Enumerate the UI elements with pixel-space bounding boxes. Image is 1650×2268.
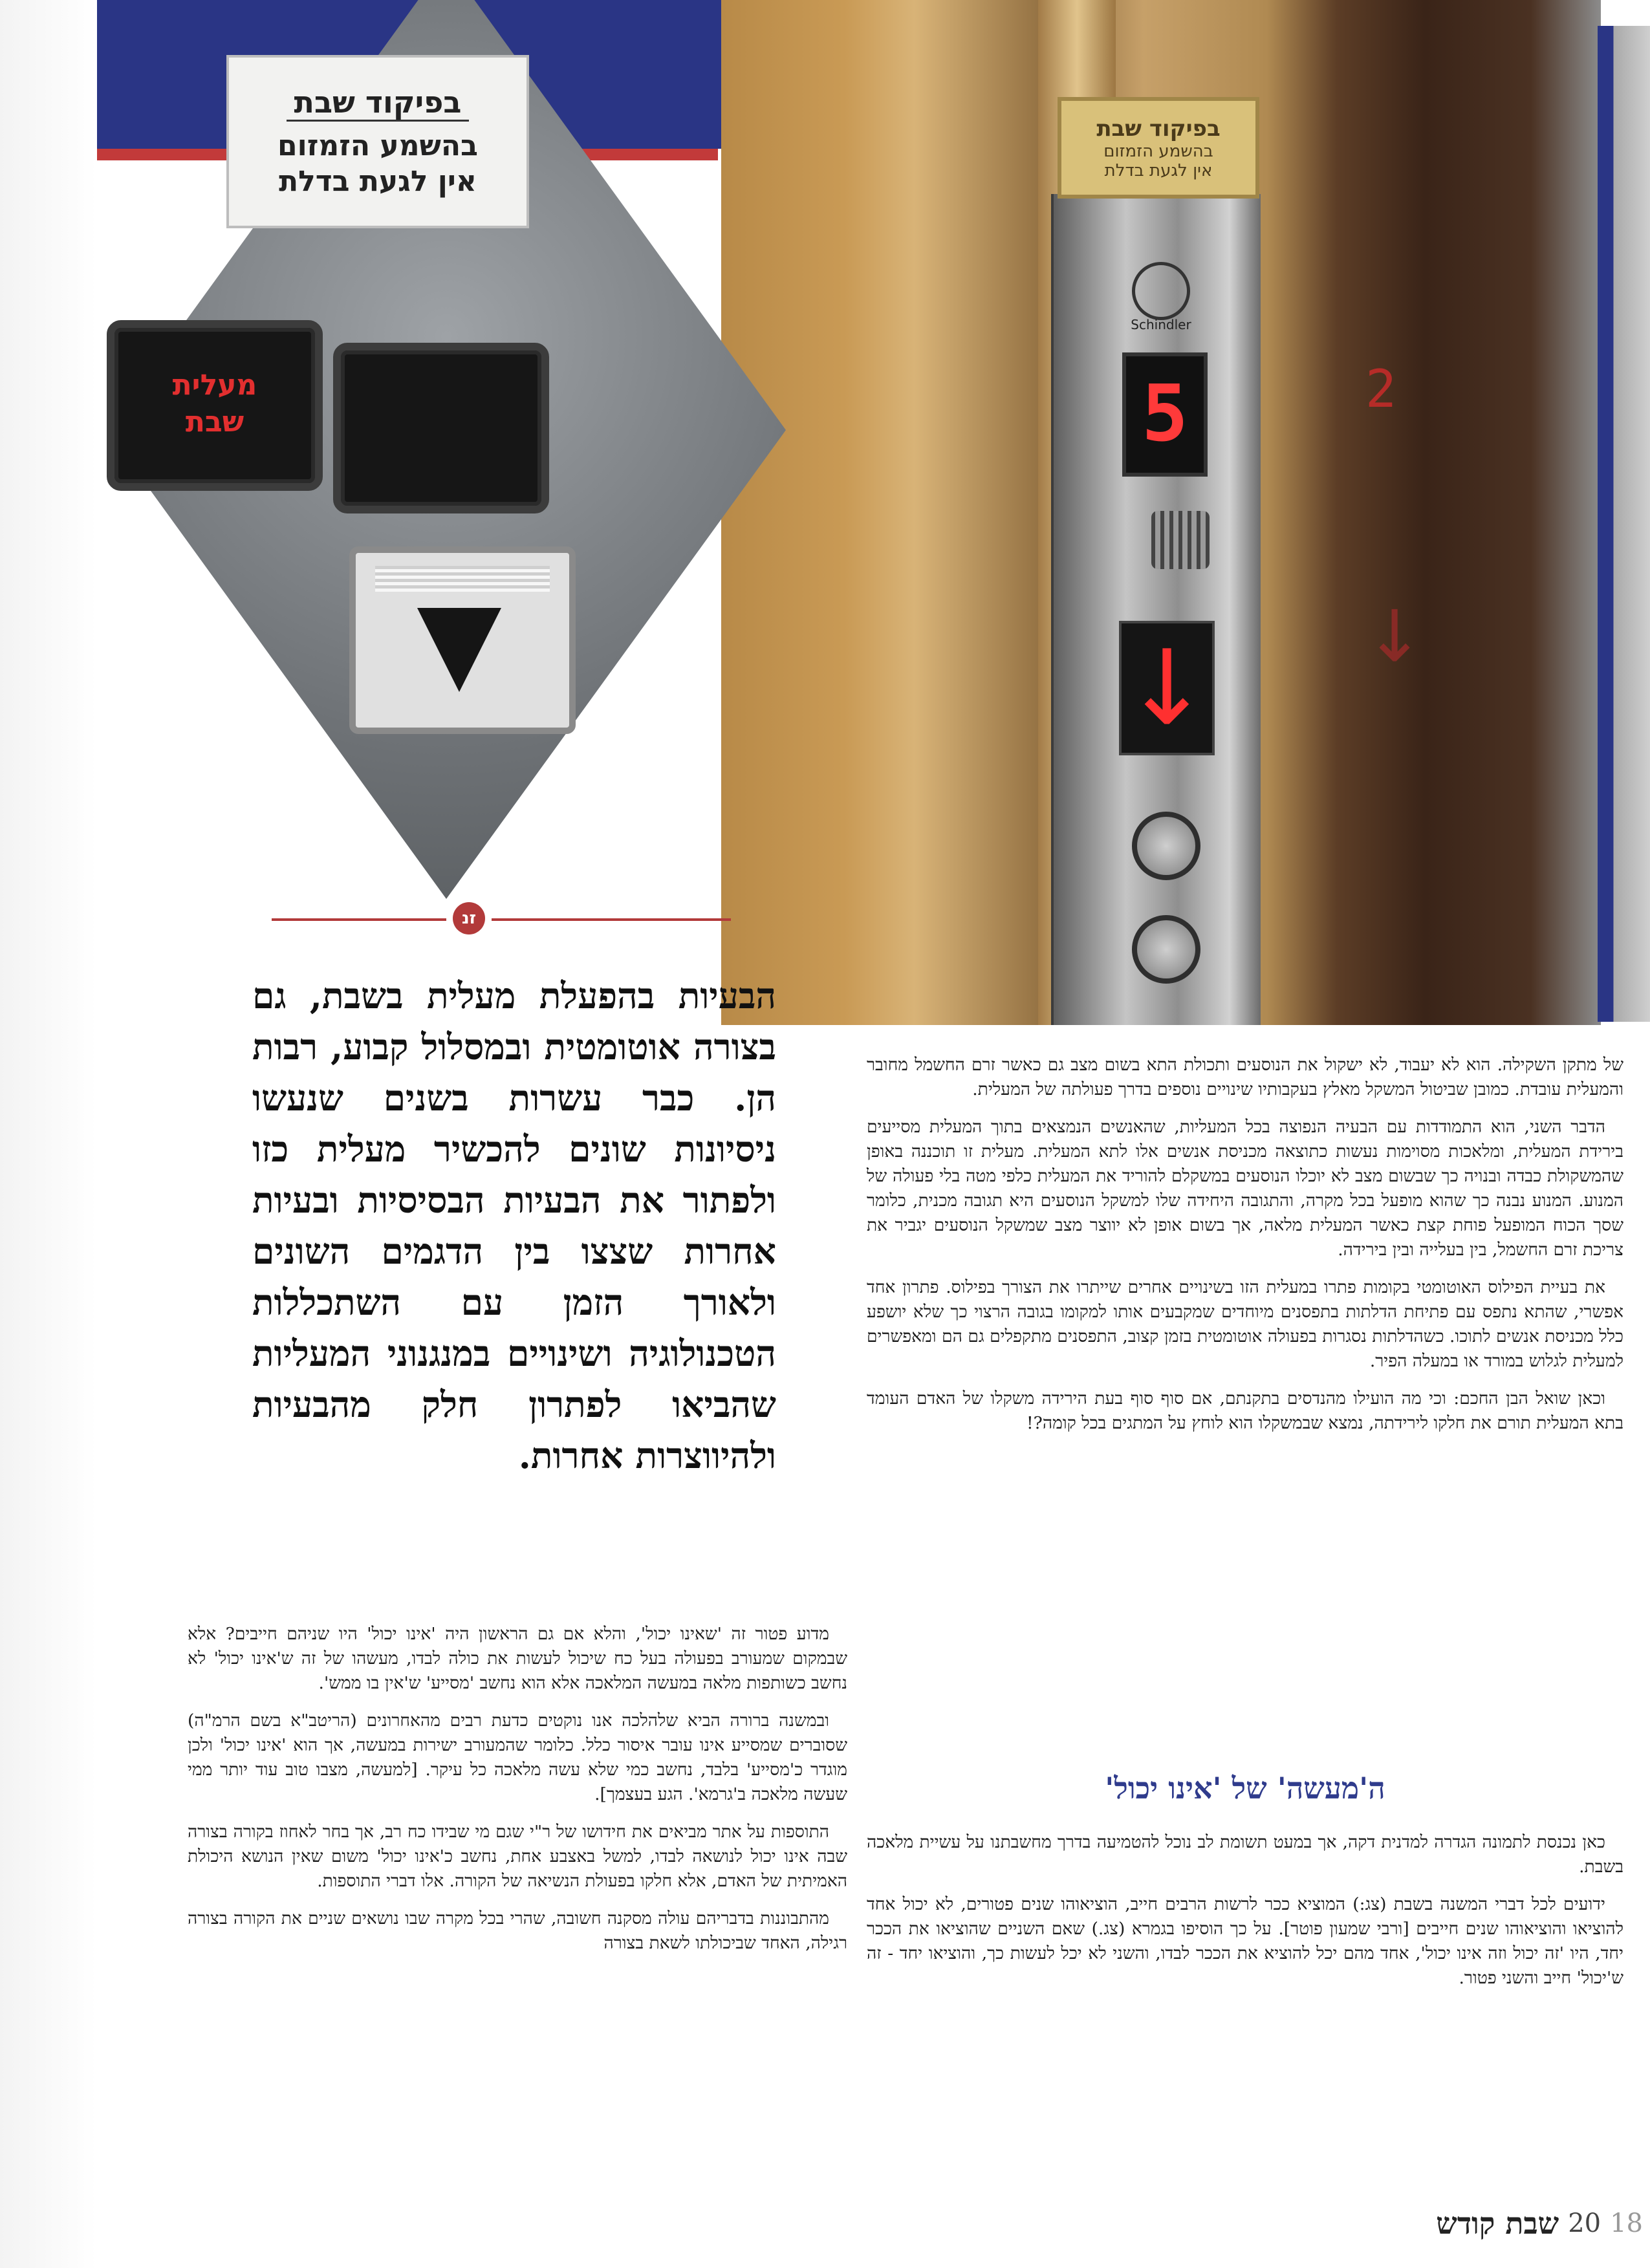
button-label-line-1: מעלית [172, 369, 257, 402]
page-number: 20 [1568, 2209, 1601, 2238]
shabbat-elevator-control-photo [107, 0, 786, 899]
brand-name: Schindler [1131, 317, 1191, 332]
paragraph: וכאן שואל הבן החכם: וכי מה הועילו מהנדסים בתקנתם, אם סוף סוף בעת הירידה משקלו של האדם העומד בתא המעלית תורם את חלקו לירידתה, נמצא שבמשקלו הוא לוחץ על המתגים בכל קומה?! [867, 1388, 1623, 1433]
call-button-icon [1132, 915, 1200, 984]
direction-indicator [1119, 621, 1215, 755]
paragraph: של מתקן השקילה. הוא לא יעבוד, לא ישקול את הנוסעים ותכולת התא בשום מצב גם כאשר זרם החשמל מחובר והמעלית עובדת. כמובן שביטול המשקל מאלץ בעקבותיו שינויים נוספים בדרך פעולתה של המעלית. [867, 1055, 1623, 1099]
page-footer [1307, 2204, 1643, 2243]
paragraph: את בעיית הפילוס האוטומטי בקומות פתרו במעלית הזו בשינויים אחרים שייתרו את הצורך בפילוס. פתרון אחד אפשרי, שהתא נתפס עם פתיחת הדלתות בתפסנים מיוחדים שמקבעים אותו למקומו בגובה הרצוי כך שלא יושפע כלל מכניסת אנשים לתוכו. כשהדלתות נסגרות בפעולה אוטומטית בזמן קצוב, התפסנים מתקפלים גם הם ומאפשרים למעלית לגלוש במורד או במעלה הפיר. [867, 1277, 1623, 1371]
arrow-reflection-icon: ↓ [1365, 595, 1425, 678]
magazine-name: שבת קודש [1436, 2206, 1559, 2241]
call-button-icon [1132, 812, 1200, 880]
paragraph: כאן נכנסת לתמונה הגדרה למדנית דקה, אך במעט תשומת לב נוכל להטמיעה בדרך מחשבתנו על עשיית מלאכה בשבת. [867, 1832, 1623, 1877]
button-label-line-2: שבת [185, 405, 244, 439]
pull-quote: הבעיות בהפעלת מעלית בשבת, גם בצורה אוטומטית ובמסלול קבוע, רבות הן. כבר עשרות בשנים שנעשו ניסיונות שונים להכשיר מעלית כזו ולפתור את הבעיות הבסיסיות ובעיות אחרות שצצו בין הדגמים השונים ולאורך הזמן עם השתכללות הטכנולוגיה ושינויים במנגנוני המעליות שהביאו לפתרון חלק מהבעיות ולהיווצרות אחרות. [252, 975, 776, 1476]
down-triangle-icon [417, 608, 501, 692]
sign-line-3: אין לגעת בדלת [279, 164, 477, 198]
article-column-left [188, 1622, 847, 1969]
blank-button [333, 343, 549, 513]
ornament-badge: זנ [453, 902, 485, 934]
shabbat-mode-sign [226, 55, 529, 228]
floor-indicator-reflection: 2 [1365, 359, 1397, 419]
button-label [114, 328, 315, 440]
elevator-panel-photo [721, 0, 1601, 1025]
shabbat-elevator-button [107, 320, 323, 491]
sign-line-2: בהשמע הזמזום [277, 129, 478, 162]
paragraph: ובמשנה ברורה הביא שלהלכה אנו נוקטים כדעת רבים מהאחרונים (הריטב"א בשם הרמ"ה) שסוברים שמסייע אינו עובר איסור כלל. כלומר שהמעורב ישירות במעשה, אך הוא 'אינו יכול' ולכן מוגדר כ'מסייע' בלבד, נחשב כמי שלא עשה מלאכה כל עיקר. [למעשה, מצבו טוב עוד יותר ממי שעשה מלאכה ב'גרמא'. הגע בעצמך]. [188, 1711, 847, 1804]
scan-margin [0, 0, 97, 2268]
paragraph: התוספות על אתר מביאים את חידושו של ר"י שגם מי שבידו כח רב, אך בחר לאחוז בקורה בצורה שבה אינו יכול לנושאה לבדו, למשל באצבע אחת, נחשב כ'אינו יכול' משום שאין הנושא היכולת האמיתית של האדם, אלא חלקו בפעולת הנשיאה של הקורה. אלו דברי התוספות. [188, 1822, 847, 1891]
shabbat-mode-plaque [1058, 97, 1259, 199]
adjacent-page-number: 18 [1610, 2209, 1643, 2238]
schindler-logo-icon [1132, 262, 1190, 320]
divider-line-left [272, 918, 446, 921]
adjacent-page-edge [1598, 26, 1650, 1022]
plaque-line-2: בהשמע הזמזום [1103, 141, 1213, 161]
article-column-right [867, 1053, 1623, 1449]
article-column-right-continued [867, 1830, 1623, 2003]
plaque-line-3: אין לגעת בדלת [1104, 160, 1213, 180]
down-call-button [349, 546, 576, 734]
speaker-grille-icon [1151, 511, 1210, 569]
paragraph: מדוע פטור זה 'שאינו יכול', והלא אם גם הראשון היה 'אינו יכול' היו שניהם חייבים? אלא שבמקום שמעורב בפעולה בעל כח שיכול לעשות את כולה לבדו, מעשהו של זה ש'אינו יכול' לא נחשב כשותפות מלאה במעשה המלאכה אלא הוא נחשב 'מסייע' ש'אין בו ממש'. [188, 1624, 847, 1693]
down-arrow-icon: ↓ [1123, 627, 1211, 748]
floor-indicator-display: 5 [1122, 352, 1208, 477]
section-heading: ה'מעשה' של 'אינו יכול' [1105, 1771, 1385, 1806]
button-grille [375, 566, 550, 592]
paragraph: הדבר השני, הוא התמודדות עם הבעיה הנפוצה בכל המעליות, שהאנשים הנמצאים בתוך המעלית מסייעים בירידת המעלית, ומלאכות מסוימות נעשות כתוצאה מכניסת אנשים אלו לתא המעלית. מעלית זו תוכננה באופן שהמשקולת כבדה ובנויה כך שבשום מצב לא יוכלו הנוסעים במשקלם להוריד את המעלית כלפי מטה בלי פעולה של המנוע. המנוע נבנה כך שהוא מופעל בכל מקרה, והתגובה היחידה שלו למשקל הנוסעים היא תגובה מכנית, כלומר שסך הכוח המופעל פוחת קצת כאשר המעלית מלאה, אך בשום אופן לא יווצר מצב שמשקל הנוסעים יגביר את צריכת זרם החשמל, בין בעלייה ובין בירידה. [867, 1117, 1623, 1260]
paragraph: מהתבוננות בדבריהם עולה מסקנה חשובה, שהרי בכל מקרה שבו נושאים שניים את הקורה בצורה רגילה, האחד שביכולתו לשאת בצורה [188, 1908, 847, 1953]
divider-line-right [492, 918, 731, 921]
plaque-line-1: בפיקוד שבת [1096, 115, 1221, 142]
paragraph: ידועים לכל דברי המשנה בשבת (צג:) המוציא ככר לרשות הרבים חייב, הוציאוהו שנים פטורים, לא יכול אחד להוציאו והוציאוהו שנים חייבים [ורבי שמעון פוטר]. על כך הוסיפו בגמרא (צג.) שאם השניים שהוציאו את הככר יחד, היו 'זה יכול וזה אינו יכול', אחד מהם יכל להוציא את הככר לבדו, והשני לא יכל לעשות כך, והוציאו יחד - זה ש'יכול' חייב והשני פטור. [867, 1894, 1623, 1988]
sign-title: בפיקוד שבת [287, 85, 470, 122]
